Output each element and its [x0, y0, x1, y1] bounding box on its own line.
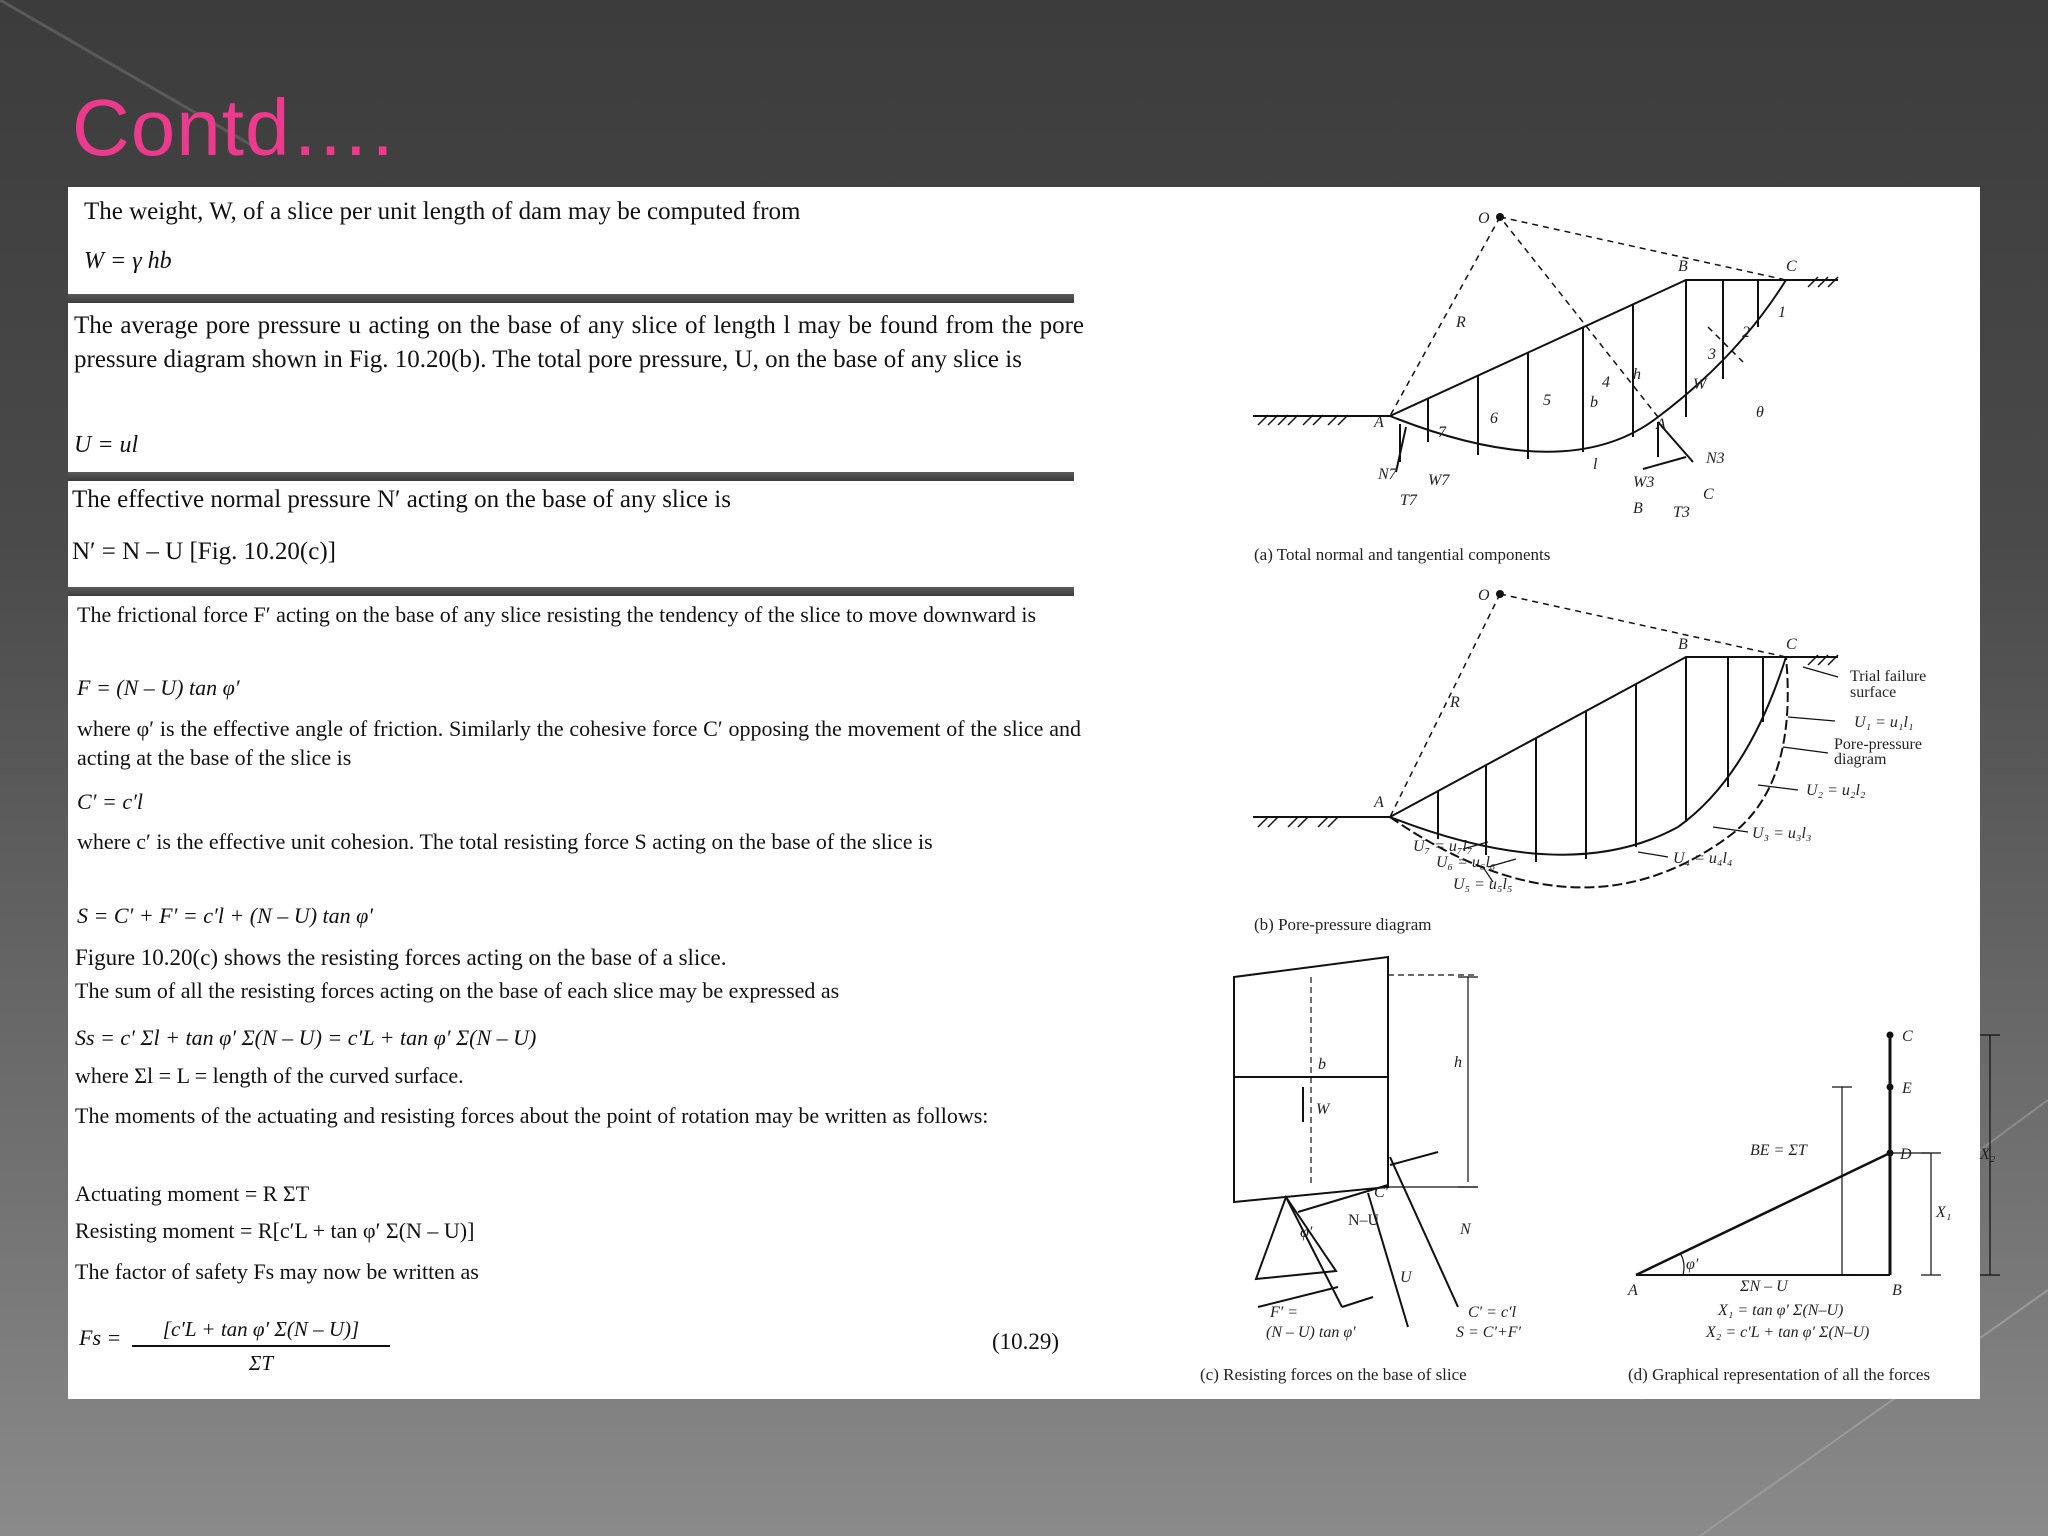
svg-text:U₆ = u₆l₆: U₆ = u₆l₆ [1436, 854, 1496, 871]
svg-text:6: 6 [1490, 410, 1498, 427]
svg-text:U₃ = u₃l₃: U₃ = u₃l₃ [1752, 825, 1812, 842]
svg-text:h: h [1454, 1054, 1462, 1071]
svg-text:B: B [1892, 1282, 1902, 1299]
separator [68, 472, 1074, 481]
svg-text:7: 7 [1438, 424, 1446, 441]
rotation-center-point [1496, 213, 1504, 221]
svg-text:N–U: N–U [1348, 1212, 1380, 1229]
svg-text:E: E [1902, 1080, 1912, 1097]
svg-text:A: A [1374, 794, 1384, 811]
figure-b-caption: (b) Pore-pressure diagram [1254, 915, 1432, 934]
svg-text:A: A [1656, 416, 1666, 433]
cohesive-paragraph: where φ′ is the effective angle of friction. Similarly the cohesive force C′ opposing the movement of the slice and acting at the base of the slice is [77, 716, 1081, 770]
svg-text:ΣN – U: ΣN – U [1740, 1278, 1788, 1295]
svg-text:surface: surface [1850, 684, 1897, 701]
figure-c-labels [1266, 1054, 1522, 1341]
svg-text:l: l [1593, 456, 1598, 473]
svg-text:diagram: diagram [1834, 751, 1887, 768]
svg-text:T7: T7 [1400, 492, 1417, 509]
svg-text:C: C [1786, 258, 1797, 275]
weight-intro: The weight, W, of a slice per unit length of dam may be computed from [84, 198, 801, 225]
sum-equation: Ss = c′ Σl + tan φ′ Σ(N – U) = c′L + tan φ′ Σ(N – U) [75, 1025, 537, 1050]
moments-paragraph: The moments of the actuating and resisting forces about the point of rotation may be written as follows: [75, 1103, 989, 1128]
sum-intro: The sum of all the resisting forces acting on the base of each slice may be expressed as [75, 978, 840, 1003]
svg-text:D: D [1900, 1146, 1912, 1163]
figure-d-labels [1627, 1028, 1996, 1341]
separator [68, 587, 1074, 596]
figure-c-slice-forces [1234, 957, 1478, 1327]
svg-text:B: B [1678, 636, 1688, 653]
svg-text:W: W [1316, 1101, 1330, 1118]
point-c-marker [1887, 1032, 1894, 1039]
rotation-center-point [1496, 590, 1504, 598]
figures-column [1138, 187, 1996, 1399]
figure-d-force-polygon [1636, 1035, 2000, 1275]
content-panel [68, 187, 1996, 1399]
sum-where: where Σl = L = length of the curved surface. [75, 1063, 464, 1088]
figure-d-caption: (d) Graphical representation of all the forces [1628, 1365, 1931, 1384]
svg-text:θ: θ [1756, 404, 1764, 421]
svg-text:C: C [1703, 486, 1714, 503]
separator [68, 294, 1074, 303]
svg-text:C: C [1902, 1028, 1913, 1045]
svg-text:W7: W7 [1428, 472, 1450, 489]
slide-title: Contd…. [72, 83, 395, 172]
text-column [68, 187, 1158, 1399]
svg-text:U: U [1400, 1269, 1412, 1286]
fos-numerator: [c′L + tan φ′ Σ(N – U)] [162, 1317, 360, 1341]
svg-text:φ′: φ′ [1300, 1224, 1313, 1241]
svg-text:X₂: X₂ [1980, 1146, 1996, 1163]
normal-pressure-equation: N′ = N – U [Fig. 10.20(c)] [72, 538, 336, 565]
factor-of-safety-intro: The factor of safety Fs may now be written as [75, 1259, 479, 1284]
svg-text:C′ = c′l: C′ = c′l [1468, 1304, 1517, 1321]
svg-text:O: O [1478, 210, 1490, 227]
svg-text:U₇ = u₇l₇: U₇ = u₇l₇ [1413, 838, 1473, 855]
svg-text:U₄ = u₄l₄: U₄ = u₄l₄ [1673, 850, 1733, 867]
figure-c-caption: (c) Resisting forces on the base of slice [1200, 1365, 1467, 1384]
fos-lhs: Fs = [79, 1325, 122, 1350]
friction-paragraph: The frictional force F′ acting on the base of any slice resisting the tendency of the slice to move downward is [77, 602, 1037, 627]
figure-reference: Figure 10.20(c) shows the resisting forces acting on the base of a slice. [75, 945, 727, 970]
figure-b-leaders [1463, 667, 1838, 882]
svg-text:X₂ = c′L + tan φ′ Σ(N–U): X₂ = c′L + tan φ′ Σ(N–U) [1706, 1324, 1870, 1341]
svg-text:b: b [1318, 1056, 1326, 1073]
svg-text:C′: C′ [1374, 1184, 1389, 1201]
svg-text:A: A [1628, 1282, 1638, 1299]
svg-text:1: 1 [1778, 304, 1786, 321]
figure-a-caption: (a) Total normal and tangential components [1254, 545, 1551, 564]
pore-pressure-paragraph: The average pore pressure u acting on the base of any slice of length l may be found from the pore pressure diagram shown in Fig. 10.20(b). The total pore pressure, U, on the base of any slice is [74, 312, 1084, 373]
svg-text:(N – U) tan φ′: (N – U) tan φ′ [1266, 1324, 1356, 1341]
pore-pressure-equation: U = ul [74, 432, 139, 458]
svg-text:h: h [1633, 366, 1641, 383]
svg-text:C: C [1786, 636, 1797, 653]
fraction-bar [132, 1345, 390, 1347]
equation-number: (10.29) [992, 1329, 1060, 1354]
fos-denominator: ΣT [248, 1351, 274, 1375]
normal-pressure-intro: The effective normal pressure N′ acting on the base of any slice is [72, 486, 731, 513]
svg-text:Pore-pressure: Pore-pressure [1834, 736, 1922, 753]
svg-text:3: 3 [1708, 346, 1716, 363]
resisting-moment: Resisting moment = R[c′L + tan φ′ Σ(N – U)] [75, 1218, 475, 1243]
svg-text:O: O [1478, 587, 1490, 604]
point-d-marker [1887, 1150, 1894, 1157]
svg-text:U₂ = u₂l₂: U₂ = u₂l₂ [1806, 782, 1866, 799]
svg-text:X₁: X₁ [1936, 1204, 1952, 1221]
svg-text:Trial failure: Trial failure [1850, 668, 1927, 685]
svg-text:2: 2 [1742, 324, 1750, 341]
svg-text:N: N [1460, 1221, 1471, 1238]
figure-a-labels [1373, 210, 1797, 521]
svg-text:N7: N7 [1378, 466, 1397, 483]
resisting-paragraph: where c′ is the effective unit cohesion. The total resisting force S acting on the base of the slice is [77, 829, 933, 854]
svg-text:R: R [1456, 314, 1466, 331]
svg-text:b: b [1590, 394, 1598, 411]
svg-text:F′ =: F′ = [1270, 1304, 1299, 1321]
figure-b-pore-pressure [1253, 655, 1838, 887]
resisting-equation: S = C′ + F′ = c′l + (N – U) tan φ′ [77, 903, 374, 928]
svg-text:B: B [1678, 258, 1688, 275]
svg-text:W: W [1693, 376, 1707, 393]
svg-text:φ′: φ′ [1686, 1256, 1699, 1273]
actuating-moment: Actuating moment = R ΣT [75, 1181, 310, 1206]
friction-equation: F = (N – U) tan φ′ [77, 675, 240, 700]
svg-text:S = C′+F′: S = C′+F′ [1456, 1324, 1522, 1341]
svg-text:5: 5 [1543, 392, 1551, 409]
svg-text:A: A [1374, 414, 1384, 431]
svg-text:R: R [1450, 694, 1460, 711]
svg-text:U₅ = u₅l₅: U₅ = u₅l₅ [1453, 876, 1513, 893]
svg-text:W3: W3 [1633, 474, 1655, 491]
figure-b-labels [1373, 587, 1926, 893]
figure-a-slope-slices [1253, 277, 1838, 472]
svg-text:B: B [1633, 500, 1643, 517]
svg-text:T3: T3 [1673, 504, 1690, 521]
weight-equation: W = γ hb [84, 248, 172, 274]
svg-text:4: 4 [1602, 374, 1610, 391]
cohesive-equation: C′ = c′l [77, 789, 144, 814]
svg-text:X₁ = tan φ′ Σ(N–U): X₁ = tan φ′ Σ(N–U) [1718, 1302, 1844, 1319]
svg-text:U₁ = u₁l₁: U₁ = u₁l₁ [1854, 714, 1914, 731]
point-e-marker [1887, 1084, 1894, 1091]
svg-text:BE = ΣT: BE = ΣT [1750, 1142, 1807, 1159]
figure-a-dashed-radius [1390, 217, 1786, 417]
svg-text:N3: N3 [1706, 450, 1725, 467]
